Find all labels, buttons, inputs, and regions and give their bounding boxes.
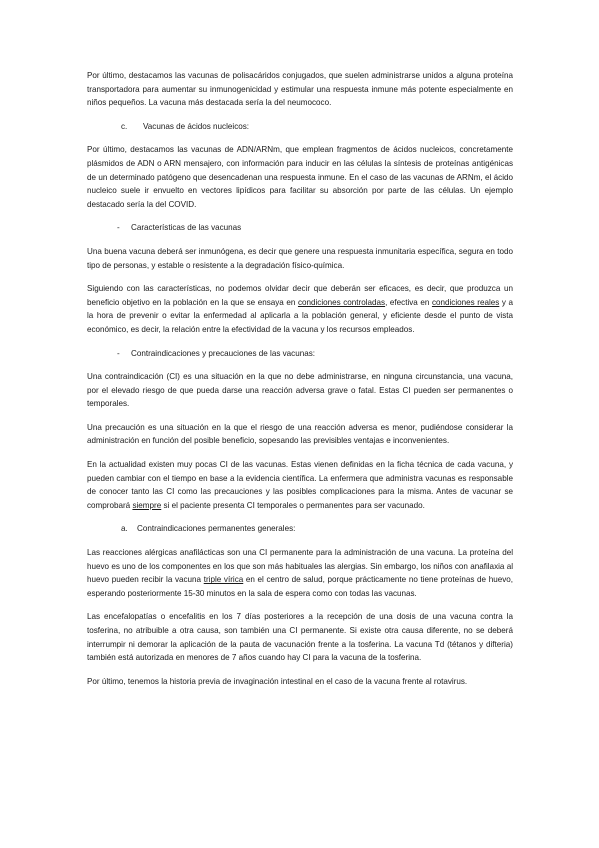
heading-vaccine-characteristics bbox=[87, 221, 513, 235]
paragraph-encephalopathy: Las encefalopatías o encefalitis en los 7 días posteriores a la recepción de una dosis de una vacuna contra la tosferina, no atribuible a otra causa, son también una CI permanente. Si existe otra causa diferente, no se deberá interrumpir ni demorar la aplicación de la pauta de vacunación frente a la tosferina. La vacuna Td (tétanos y difteria) también está autorizada en menores de 7 años cuando hay CI para la vacuna de la tosferina. bbox=[87, 612, 513, 663]
underlined-term-triple-virica: triple vírica bbox=[203, 575, 244, 585]
paragraph-efficacy bbox=[87, 282, 513, 336]
heading-dash-marker: - bbox=[117, 223, 120, 233]
paragraph-good-vaccine: Una buena vacuna deberá ser inmunógena, es decir que genere una respuesta inmunitaria específica, segura en todo tipo de personas, y estable o resistente a la degradación físico-química. bbox=[87, 246, 513, 270]
heading-dash-marker: - bbox=[117, 348, 120, 358]
paragraph-intussusception: Por último, tenemos la historia previa de invaginación intestinal en el caso de la vacuna frente al rotavirus. bbox=[87, 676, 468, 686]
paragraph-conjugate-vaccines: Por último, destacamos las vacunas de polisacáridos conjugados, que suelen administrarse unidos a alguna proteína transportadora para aumentar su inmunogenicidad y estimular una respuesta inmune más potente especialmente en niños pequeños. La vacuna más destacada sería la del neumococo. bbox=[87, 71, 513, 108]
heading-text: Contraindicaciones y precauciones de las vacunas: bbox=[131, 348, 316, 358]
heading-text: Contraindicaciones permanentes generales: bbox=[137, 524, 296, 534]
underlined-term-siempre: siempre bbox=[132, 500, 162, 510]
heading-nucleic-acid-vaccines bbox=[87, 120, 513, 134]
heading-text: Características de las vacunas bbox=[131, 223, 242, 233]
heading-marker-c: c. bbox=[121, 121, 128, 131]
paragraph-dna-rna-vaccines: Por último, destacamos las vacunas de ADN/ARNm, que emplean fragmentos de ácidos nucleicos, concretamente plásmidos de ADN o ARN mensajero, con información para inducir en las células la síntesis de proteínas antigénicas de un determinado patógeno que desencadenan una respuesta inmune. En el caso de las vacunas de ARNm, el ácido nucleico suele ir envuelto en vectores lipídicos para facilitar su absorción por parte de las células. Un ejemplo destacado sería la del COVID. bbox=[87, 145, 513, 209]
underlined-term-controlled-conditions: condiciones controladas bbox=[297, 297, 386, 307]
heading-permanent-contraindications bbox=[87, 522, 513, 536]
paragraph-current-ci bbox=[87, 458, 513, 512]
text-run: Siguiendo con las características, no podemos olvidar decir que deberán ser eficaces, es decir, que produzca un beneficio objetivo en la población en la que se ensaya en bbox=[87, 284, 513, 307]
paragraph-allergic-reactions bbox=[87, 546, 513, 600]
text-run: , efectiva en bbox=[385, 297, 432, 307]
text-run: en el centro de salud, porque prácticamente no tiene proteínas de huevo, esperando posteriormente 15-30 minutos en la sala de espera como con todas las vacunas. bbox=[87, 575, 513, 598]
text-run: y a la hora de prevenir o evitar la enfermedad al aplicarla a la población general, y eficiente desde el punto de vista económico, es decir, la relación entre la efectividad de la vacuna y los recursos empleados. bbox=[87, 297, 513, 334]
document-body bbox=[87, 69, 513, 698]
heading-contraindications-precautions bbox=[87, 347, 513, 361]
paragraph-precaution-definition: Una precaución es una situación en la que el riesgo de una reacción adversa es menor, pudiéndose considerar la administración en función del posible beneficio, sopesando las previsibles ventajas e inconvenientes. bbox=[87, 422, 513, 446]
text-run: si el paciente presenta CI temporales o permanentes para ser vacunado. bbox=[161, 500, 425, 510]
text-run: Las reacciones alérgicas anafilácticas son una CI permanente para la administración de una vacuna. La proteína del huevo es uno de los componentes en los que son más habituales las alergias. Sin embargo, los niños con anafilaxia al huevo pueden recibir la vacuna bbox=[87, 548, 513, 585]
heading-text: Vacunas de ácidos nucleicos: bbox=[143, 121, 250, 131]
heading-marker-a: a. bbox=[121, 524, 128, 534]
underlined-term-real-conditions: condiciones reales bbox=[431, 297, 500, 307]
paragraph-contraindication-definition: Una contraindicación (CI) es una situación en la que no debe administrarse, en ninguna circunstancia, una vacuna, por el elevado riesgo de que pueda darse una reacción adversa grave o fatal. Estas CI pueden ser permanentes o temporales. bbox=[87, 372, 513, 409]
text-run: En la actualidad existen muy pocas CI de las vacunas. Estas vienen definidas en la ficha técnica de cada vacuna, y pueden cambiar con el tiempo en base a la evidencia científica. La enfermera que administra vacunas es responsable de conocer tanto las CI como las precauciones y las posibles complicaciones para la misma. Antes de vacunar se comprobará bbox=[87, 460, 513, 510]
